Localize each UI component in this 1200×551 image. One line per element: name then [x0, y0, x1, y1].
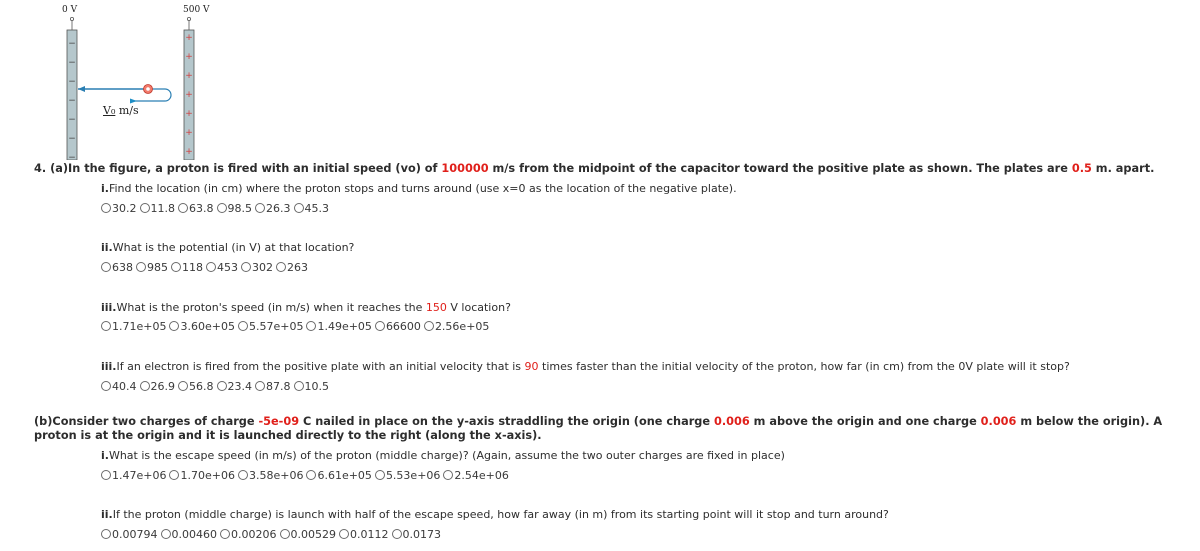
minus-sign: − [68, 134, 76, 144]
plus-sign: + [185, 71, 193, 81]
answer-option[interactable] [101, 380, 137, 393]
radio-button[interactable] [217, 203, 227, 213]
left-voltage-label: 0 V [62, 5, 78, 15]
part-a-q1-text: i.Find the location (in cm) where the proton stops and turns around (use x=0 as the location of the negative plate). [101, 182, 737, 195]
right-voltage-label: 500 V [183, 5, 210, 15]
radio-button[interactable] [255, 203, 265, 213]
option-value: 985 [147, 261, 168, 274]
option-value: 87.8 [266, 380, 291, 393]
arrowhead [78, 86, 85, 92]
answer-option[interactable] [339, 528, 389, 541]
answer-option[interactable] [101, 320, 166, 333]
radio-button[interactable] [238, 470, 248, 480]
radio-button[interactable] [206, 262, 216, 272]
option-value: 0.00529 [290, 528, 336, 541]
option-value: 5.57e+05 [248, 320, 304, 333]
radio-button[interactable] [140, 203, 150, 213]
answer-option[interactable] [255, 202, 291, 215]
radio-button[interactable] [280, 529, 290, 539]
option-value: 2.56e+05 [434, 320, 490, 333]
option-value: 5.53e+06 [385, 469, 441, 482]
answer-option[interactable] [255, 380, 291, 393]
right-terminal [187, 17, 190, 20]
answer-option[interactable] [276, 261, 308, 274]
answer-option[interactable] [178, 202, 214, 215]
part-a-q4-text: iii.If an electron is fired from the positive plate with an initial velocity that is 90 times faster than the initial velocity of the proton, how far (in cm) from the 0V plate will it stop? [101, 360, 1070, 373]
answer-option[interactable] [136, 261, 168, 274]
option-value: 1.71e+05 [112, 320, 167, 333]
velocity-label: V₀ m/s [103, 104, 139, 117]
radio-button[interactable] [161, 529, 171, 539]
minus-sign: − [68, 115, 76, 125]
option-value: 1.49e+05 [317, 320, 372, 333]
option-value: 0.00794 [112, 528, 158, 541]
radio-button[interactable] [276, 262, 286, 272]
radio-button[interactable] [169, 321, 179, 331]
answer-option[interactable] [161, 528, 218, 541]
minus-sign: − [68, 58, 76, 68]
return-arrowhead [130, 99, 137, 104]
answer-option[interactable] [392, 528, 442, 541]
part-b-q2-text: ii.If the proton (middle charge) is launch with half of the escape speed, how far away (in m) from its starting point will it stop and turn around? [101, 508, 889, 521]
part-a-q1-options [101, 202, 332, 215]
answer-option[interactable] [220, 528, 277, 541]
plus-sign: + [185, 33, 193, 43]
option-value: 26.9 [150, 380, 175, 393]
radio-button[interactable] [375, 470, 385, 480]
answer-option[interactable] [217, 202, 253, 215]
answer-option[interactable] [101, 469, 166, 482]
radio-button[interactable] [220, 529, 230, 539]
radio-button[interactable] [392, 529, 402, 539]
minus-sign: − [68, 96, 76, 106]
answer-option[interactable] [238, 469, 303, 482]
option-value: 0.0173 [402, 528, 441, 541]
capacitor-diagram [0, 0, 220, 160]
radio-button[interactable] [339, 529, 349, 539]
part-a-q2-options [101, 261, 311, 274]
plus-sign: + [185, 109, 193, 119]
option-value: 56.8 [189, 380, 214, 393]
minus-sign: − [68, 39, 76, 49]
part-a-q2-text: ii.What is the potential (in V) at that location? [101, 241, 355, 254]
minus-sign: − [68, 153, 76, 160]
radio-button[interactable] [306, 470, 316, 480]
answer-option[interactable] [140, 380, 176, 393]
answer-option[interactable] [238, 320, 303, 333]
answer-option[interactable] [101, 261, 133, 274]
answer-option[interactable] [101, 528, 158, 541]
radio-button[interactable] [178, 381, 188, 391]
option-value: 40.4 [112, 380, 137, 393]
option-value: 263 [287, 261, 308, 274]
radio-button[interactable] [101, 381, 111, 391]
answer-option[interactable] [140, 202, 176, 215]
plus-sign: + [185, 90, 193, 100]
plus-sign: + [185, 147, 193, 157]
radio-button[interactable] [171, 262, 181, 272]
radio-button[interactable] [241, 262, 251, 272]
plus-sign: + [185, 52, 193, 62]
answer-option[interactable] [424, 320, 489, 333]
answer-option[interactable] [294, 202, 330, 215]
answer-option[interactable] [280, 528, 337, 541]
answer-option[interactable] [169, 320, 234, 333]
answer-option[interactable] [306, 320, 371, 333]
option-value: 1.70e+06 [180, 469, 235, 482]
radio-button[interactable] [255, 381, 265, 391]
minus-signs [68, 39, 76, 160]
option-value: 0.00206 [231, 528, 277, 541]
option-value: 63.8 [189, 202, 214, 215]
option-value: 1.47e+06 [112, 469, 167, 482]
answer-option[interactable] [241, 261, 273, 274]
left-terminal [70, 17, 73, 20]
option-value: 3.60e+05 [180, 320, 235, 333]
option-value: 0.00460 [171, 528, 217, 541]
part-b-question: (b)Consider two charges of charge -5e-09 C nailed in place on the y-axis straddling the origin (one charge 0.006 m above the origin and one charge 0.006 m below the origin). A proton is at the origin and it is launched directly to the right (along the x-axis). [34, 415, 1163, 442]
option-value: 45.3 [304, 202, 329, 215]
answer-option[interactable] [375, 469, 440, 482]
radio-button[interactable] [136, 262, 146, 272]
radio-button[interactable] [443, 470, 453, 480]
option-value: 66600 [385, 320, 421, 333]
answer-option[interactable] [169, 469, 234, 482]
radio-button[interactable] [306, 321, 316, 331]
radio-button[interactable] [294, 203, 304, 213]
option-value: 302 [252, 261, 273, 274]
option-value: 23.4 [227, 380, 252, 393]
option-value: 6.61e+05 [317, 469, 372, 482]
option-value: 10.5 [304, 380, 329, 393]
radio-button[interactable] [101, 321, 111, 331]
answer-option[interactable] [171, 261, 203, 274]
answer-option[interactable] [443, 469, 508, 482]
part-b-q1-options [101, 469, 512, 482]
answer-option[interactable] [375, 320, 421, 333]
option-value: 0.0112 [350, 528, 389, 541]
part-a-q3-options [101, 320, 492, 333]
answer-option[interactable] [294, 380, 330, 393]
minus-sign: − [68, 77, 76, 87]
part-a-q4-options [101, 380, 332, 393]
part-b-q2-options [101, 528, 444, 541]
part-a-question: 4. (a)In the figure, a proton is fired with an initial speed (vo) of 100000 m/s from the midpoint of the capacitor toward the positive plate as shown. The plates are 0.5 m. apart. [34, 162, 1155, 175]
answer-option[interactable] [206, 261, 238, 274]
radio-button[interactable] [375, 321, 385, 331]
answer-option[interactable] [306, 469, 371, 482]
radio-button[interactable] [101, 470, 111, 480]
option-value: 453 [217, 261, 238, 274]
radio-button[interactable] [101, 262, 111, 272]
radio-button[interactable] [101, 203, 111, 213]
answer-option[interactable] [178, 380, 214, 393]
option-value: 3.58e+06 [248, 469, 304, 482]
option-value: 30.2 [112, 202, 137, 215]
option-value: 11.8 [150, 202, 175, 215]
radio-button[interactable] [294, 381, 304, 391]
radio-button[interactable] [169, 470, 179, 480]
option-value: 26.3 [266, 202, 291, 215]
radio-button[interactable] [178, 203, 188, 213]
option-value: 118 [182, 261, 203, 274]
radio-button[interactable] [101, 529, 111, 539]
radio-button[interactable] [238, 321, 248, 331]
answer-option[interactable] [217, 380, 253, 393]
capacitor-figure [0, 0, 220, 160]
part-b-q1-text: i.What is the escape speed (in m/s) of the proton (middle charge)? (Again, assume the two outer charges are fixed in place) [101, 449, 785, 462]
option-value: 638 [112, 261, 133, 274]
radio-button[interactable] [140, 381, 150, 391]
radio-button[interactable] [217, 381, 227, 391]
part-a-q3-text: iii.What is the proton's speed (in m/s) when it reaches the 150 V location? [101, 301, 511, 314]
answer-option[interactable] [101, 202, 137, 215]
radio-button[interactable] [424, 321, 434, 331]
plus-sign: + [185, 128, 193, 138]
option-value: 2.54e+06 [454, 469, 509, 482]
option-value: 98.5 [227, 202, 252, 215]
